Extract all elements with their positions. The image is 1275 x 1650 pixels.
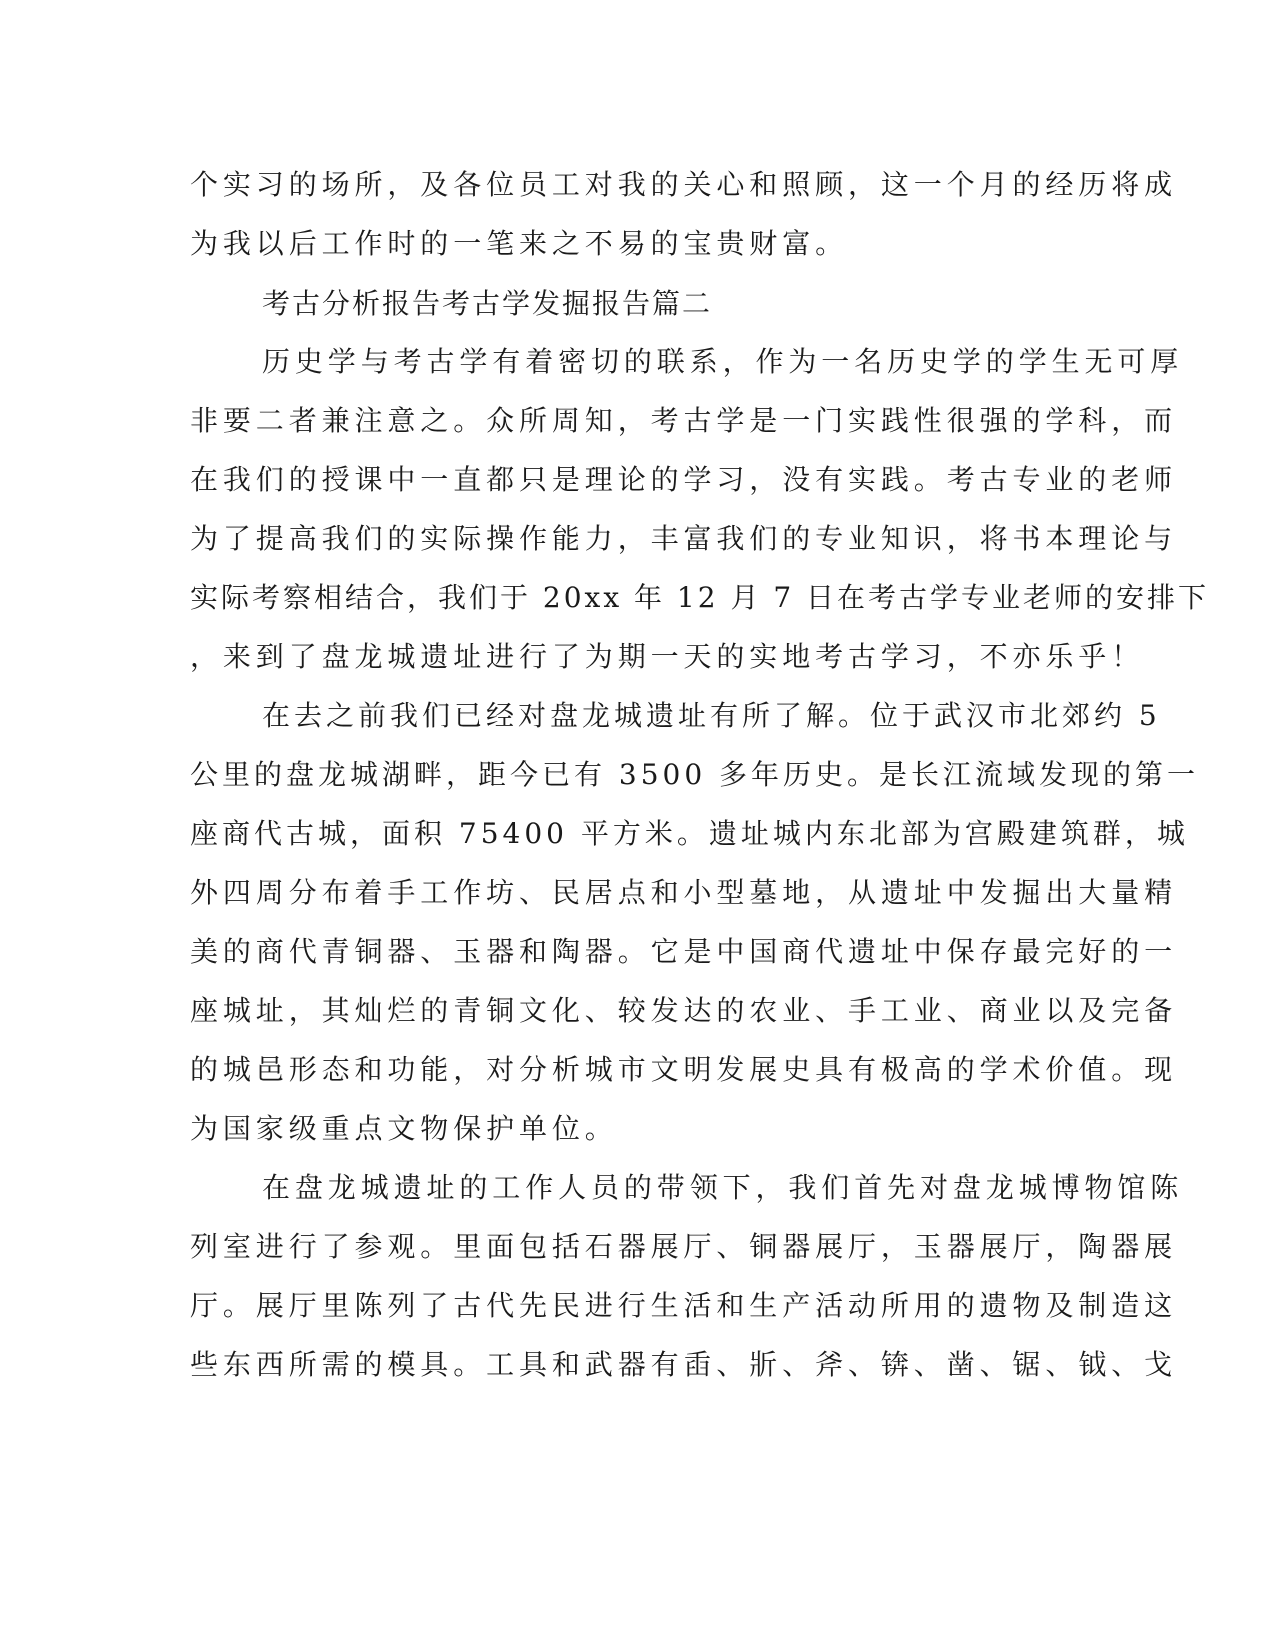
paragraph-line: 在盘龙城遗址的工作人员的带领下，我们首先对盘龙城博物馆陈 (262, 1171, 1184, 1204)
paragraph-line: 的城邑形态和功能，对分析城市文明发展史具有极高的学术价值。现 (190, 1053, 1178, 1086)
paragraph-line: 座商代古城，面积 75400 平方米。遗址城内东北部为宫殿建筑群，城 (190, 817, 1189, 850)
paragraph-line: 外四周分布着手工作坊、民居点和小型墓地，从遗址中发掘出大量精 (190, 876, 1178, 909)
paragraph-line: 个实习的场所，及各位员工对我的关心和照顾，这一个月的经历将成 (190, 168, 1178, 201)
paragraph-line: 在去之前我们已经对盘龙城遗址有所了解。位于武汉市北郊约 5 (262, 699, 1161, 732)
paragraph-line: 在我们的授课中一直都只是理论的学习，没有实践。考古专业的老师 (190, 463, 1178, 496)
paragraph-line: 非要二者兼注意之。众所周知，考古学是一门实践性很强的学科，而 (190, 404, 1178, 437)
paragraph-line: 实际考察相结合，我们于 20xx 年 12 月 7 日在考古学专业老师的安排下 (190, 581, 1210, 614)
paragraph-line: 座城址，其灿烂的青铜文化、较发达的农业、手工业、商业以及完备 (190, 994, 1178, 1027)
paragraph-line: 为了提高我们的实际操作能力，丰富我们的专业知识，将书本理论与 (190, 522, 1178, 555)
paragraph-line: 为我以后工作时的一笔来之不易的宝贵财富。 (190, 227, 849, 260)
paragraph-line: 为国家级重点文物保护单位。 (190, 1112, 618, 1145)
paragraph-line: 公里的盘龙城湖畔，距今已有 3500 多年历史。是长江流域发现的第一 (190, 758, 1200, 791)
section-heading: 考古分析报告考古学发掘报告篇二 (262, 287, 713, 320)
paragraph-line: 列室进行了参观。里面包括石器展厅、铜器展厅，玉器展厅，陶器展 (190, 1230, 1178, 1263)
paragraph-line: 历史学与考古学有着密切的联系，作为一名历史学的学生无可厚 (262, 345, 1184, 378)
paragraph-line: 些东西所需的模具。工具和武器有臿、斨、斧、锛、凿、锯、钺、戈 (190, 1348, 1178, 1381)
paragraph-line: 美的商代青铜器、玉器和陶器。它是中国商代遗址中保存最完好的一 (190, 935, 1178, 968)
paragraph-line: ，来到了盘龙城遗址进行了为期一天的实地考古学习，不亦乐乎！ (190, 640, 1145, 673)
paragraph-line: 厅。展厅里陈列了古代先民进行生活和生产活动所用的遗物及制造这 (190, 1289, 1178, 1322)
